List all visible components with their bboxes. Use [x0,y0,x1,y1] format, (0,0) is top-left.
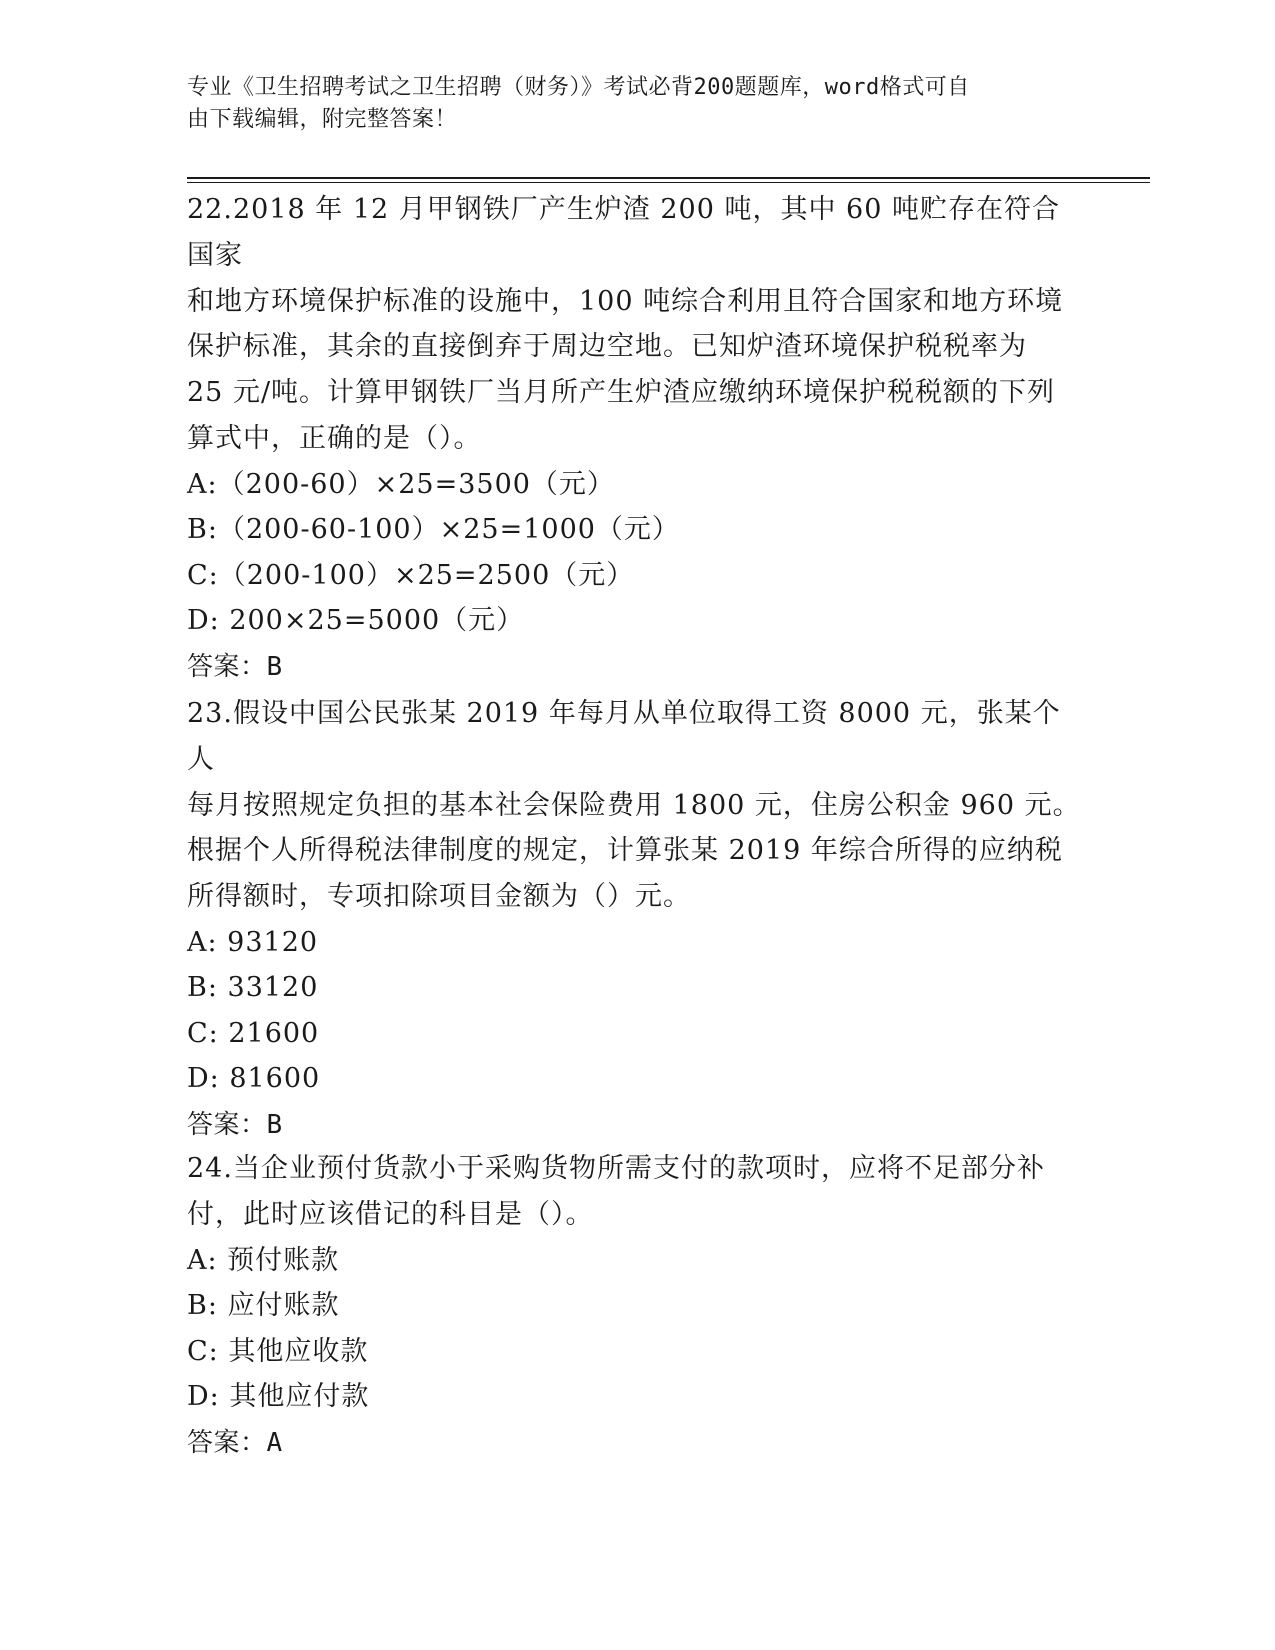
question-stem-line: 每月按照规定负担的基本社会保险费用 1800 元，住房公积金 960 元。 [187,789,1081,821]
question-stem-line: 24.当企业预付货款小于采购货物所需支付的款项时，应将不足部分补 [187,1153,1045,1184]
option-a: A: 93120 [187,926,319,958]
question-24 [187,1146,1087,1466]
question-stem-line: 付，此时应该借记的科目是（）。 [187,1198,594,1230]
question-23 [187,691,1087,1148]
question-stem-line: 所得额时，专项扣除项目金额为（）元。 [187,881,691,913]
question-stem-line: 和地方环境保护标准的设施中，100 吨综合利用且符合国家和地方环境 [187,285,1064,317]
header-line: 由下载编辑，附完整答案！ [187,107,458,132]
question-stem-line: 根据个人所得税法律制度的规定，计算张某 2019 年综合所得的应纳税 [187,835,1063,867]
option-a: A:（200-60）×25=3500（元） [187,468,615,500]
option-b: B:（200-60-100）×25=1000（元） [187,514,680,546]
option-b: B: 33120 [187,972,319,1004]
question-stem-line: 算式中，正确的是（）。 [187,422,482,454]
answer-line: 答案：B [187,651,283,682]
question-stem-line: 22.2018 年 12 月甲钢铁厂产生炉渣 200 吨，其中 60 吨贮存在符合国家 [187,194,1060,271]
option-d: D: 200×25=5000（元） [187,605,525,637]
option-d: D: 其他应付款 [187,1381,370,1413]
option-d: D: 81600 [187,1063,321,1095]
document-header [187,72,1067,136]
option-b: B: 应付账款 [187,1290,340,1322]
question-stem-line: 保护标准，其余的直接倒弃于周边空地。已知炉渣环境保护税税率为 [187,331,1027,363]
answer-line: 答案：B [187,1109,283,1140]
question-stem-line: 23.假设中国公民张某 2019 年每月从单位取得工资 8000 元，张某个人 [187,698,1061,775]
option-a: A: 预付账款 [187,1244,340,1276]
option-c: C:（200-100）×25=2500（元） [187,559,635,591]
option-c: C: 其他应收款 [187,1335,369,1367]
question-22 [187,187,1087,690]
question-stem-line: 25 元/吨。计算甲钢铁厂当月所产生炉渣应缴纳环境保护税税额的下列 [187,377,1056,409]
header-divider [187,177,1150,179]
option-c: C: 21600 [187,1017,320,1049]
header-divider [187,182,1150,183]
answer-line: 答案：A [187,1427,283,1458]
header-line: 专业《卫生招聘考试之卫生招聘（财务）》考试必背200题题库，word格式可自 [187,75,970,100]
